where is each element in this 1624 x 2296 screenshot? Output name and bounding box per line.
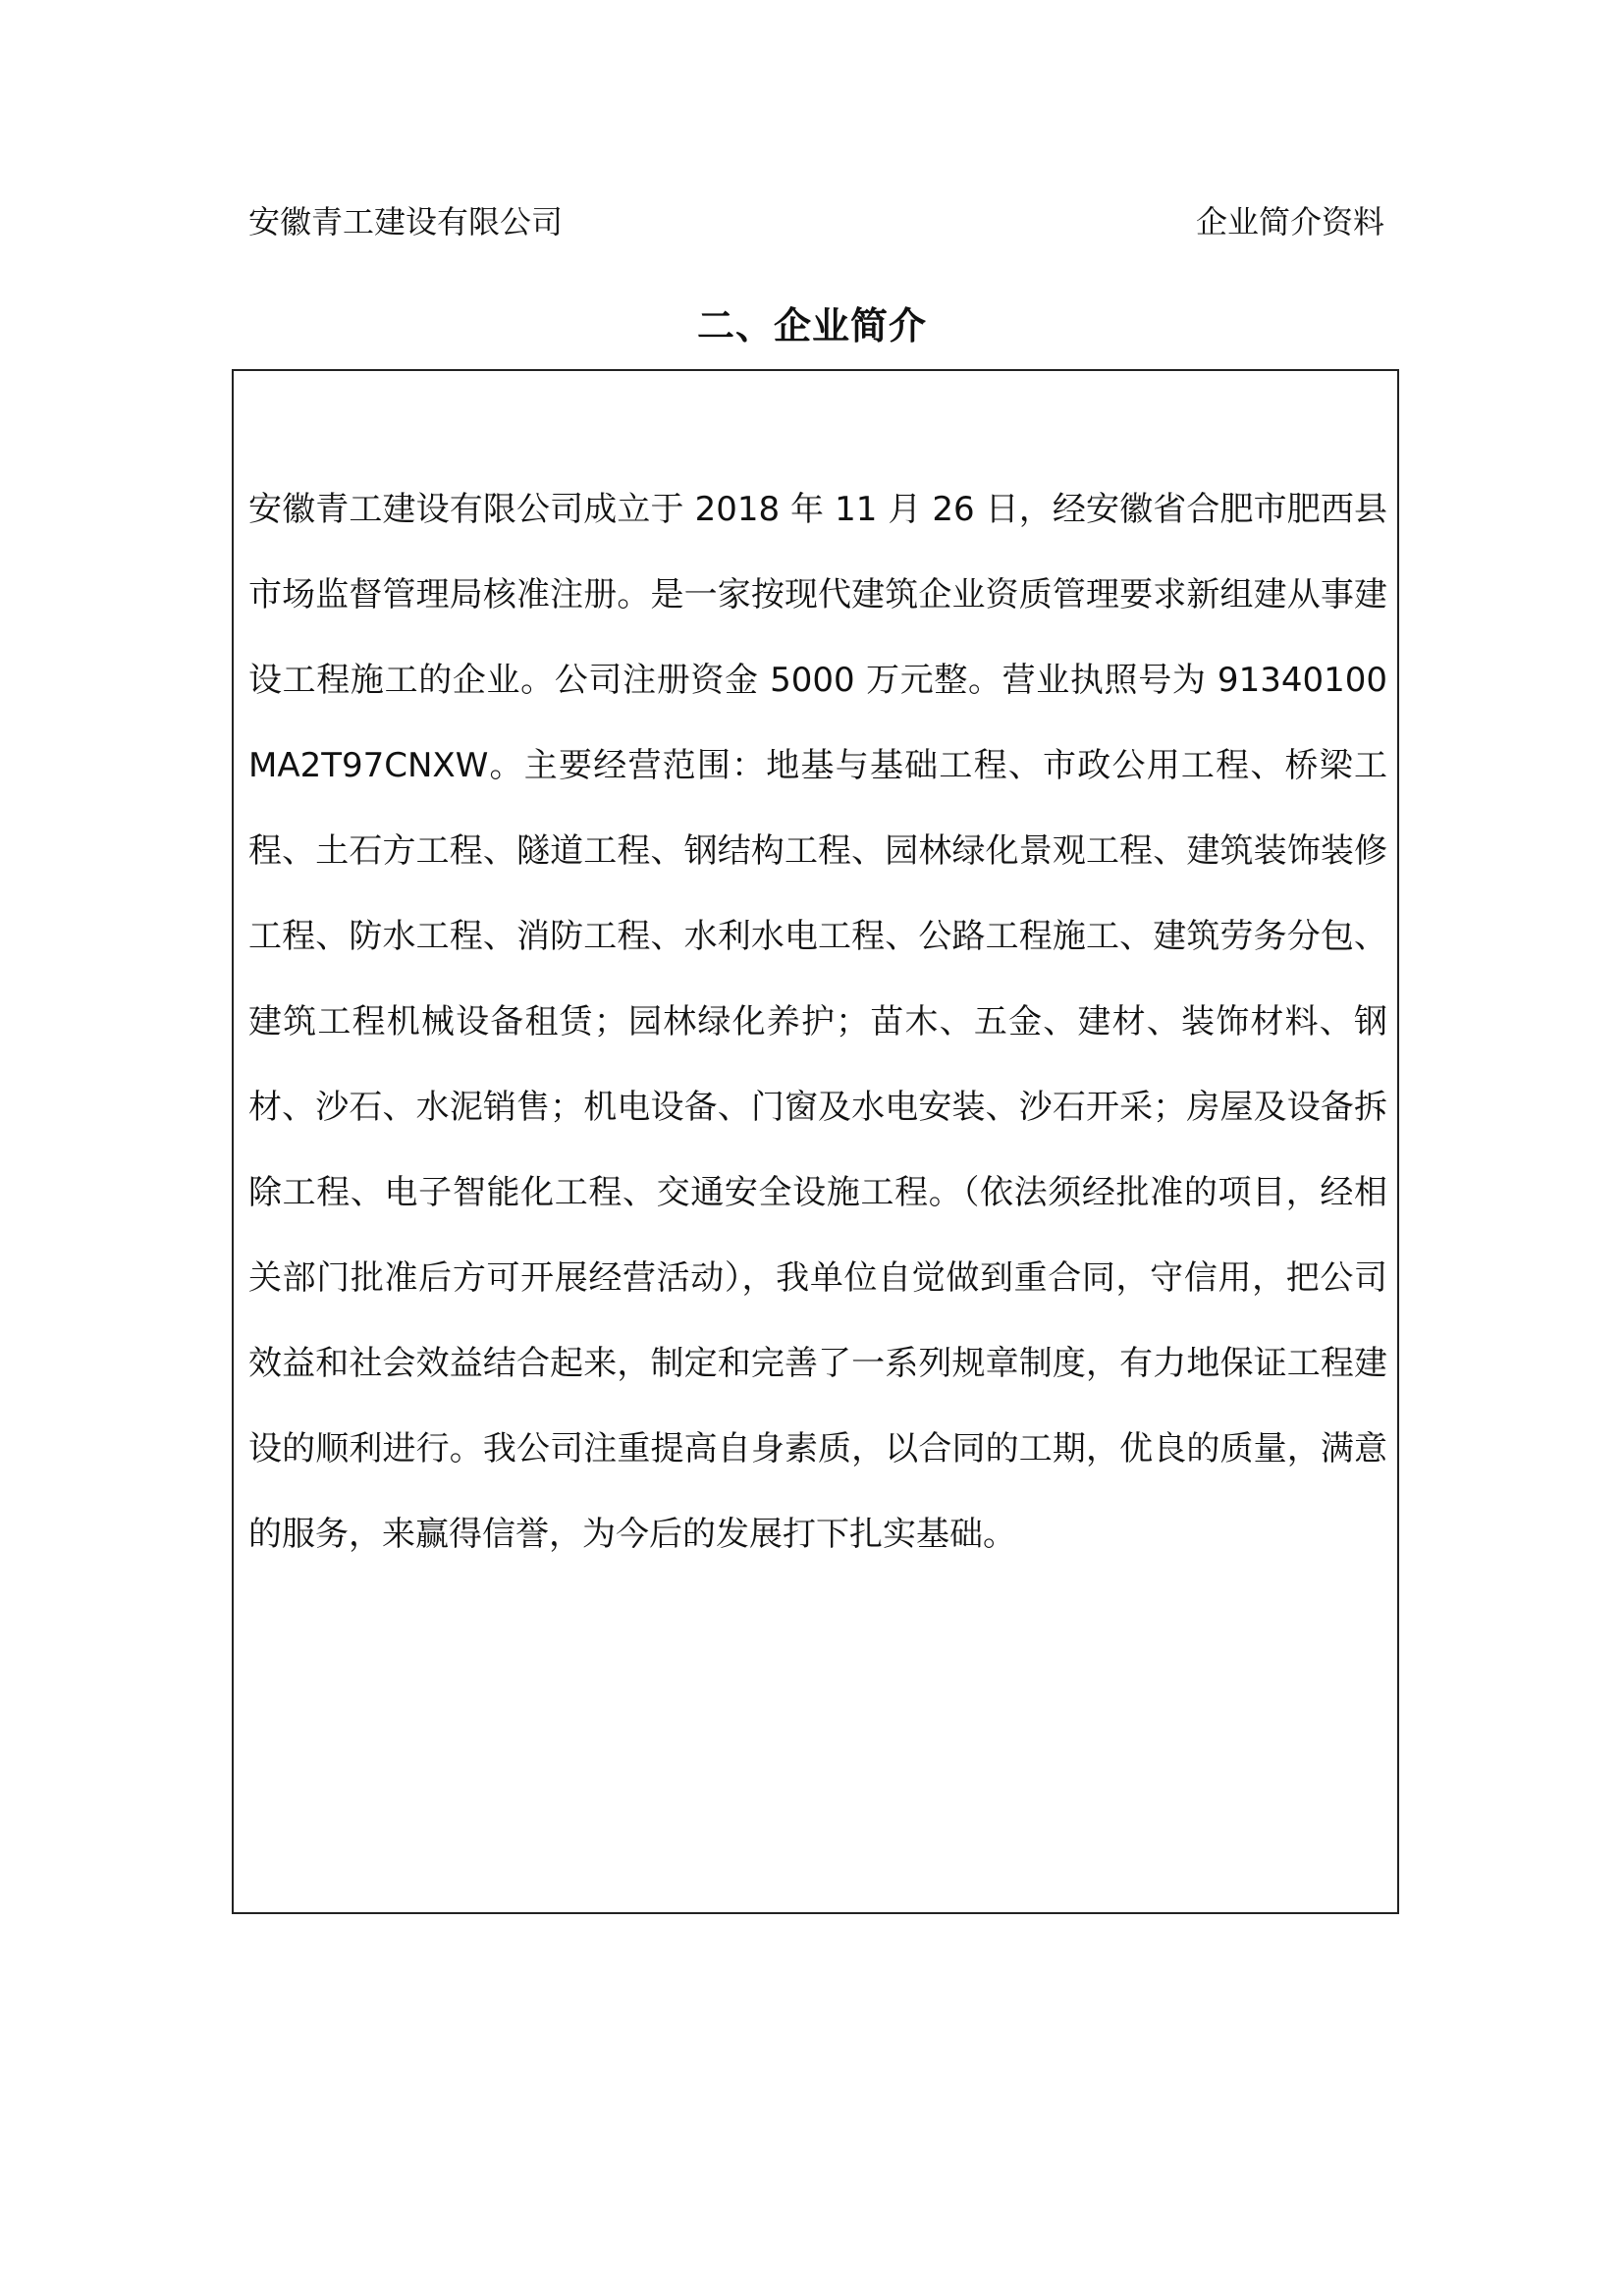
section-title: 二、企业简介 — [696, 304, 927, 347]
header-company-name: 安徽青工建设有限公司 — [248, 203, 564, 240]
header-document-type: 企业简介资料 — [1195, 203, 1384, 240]
company-profile-paragraph: 安徽青工建设有限公司成立于 2018 年 11 月 26 日，经安徽省合肥市肥西县市场监督管理局核准注册。是一家按现代建筑企业资质管理要求新组建从事建设工程施工的企业。公司注册资金 5000 万元整。营业执照号为 91340100MA2T97CNXW。主要经营范围：地基与基础工程、市政公用工程、桥梁工程、土石方工程、隧道工程、钢结构工程、园林绿化景观工程、建筑装饰装修工程、防水工程、消防工程、水利水电工程、公路工程施工、建筑劳务分包、建筑工程机械设备租赁；园林绿化养护；苗木、五金、建材、装饰材料、钢材、沙石、水泥销售；机电设备、门窗及水电安装、沙石开采；房屋及设备拆除工程、电子智能化工程、交通安全设施工程。（依法须经批准的项目，经相关部门批准后方可开展经营活动），我单位自觉做到重合同，守信用，把公司效益和社会效益结合起来，制定和完善了一系列规章制度，有力地保证工程建设的顺利进行。我公司注重提高自身素质，以合同的工期，优良的质量，满意的服务，来赢得信誉，为今后的发展打下扎实基础。 — [248, 490, 1387, 1554]
